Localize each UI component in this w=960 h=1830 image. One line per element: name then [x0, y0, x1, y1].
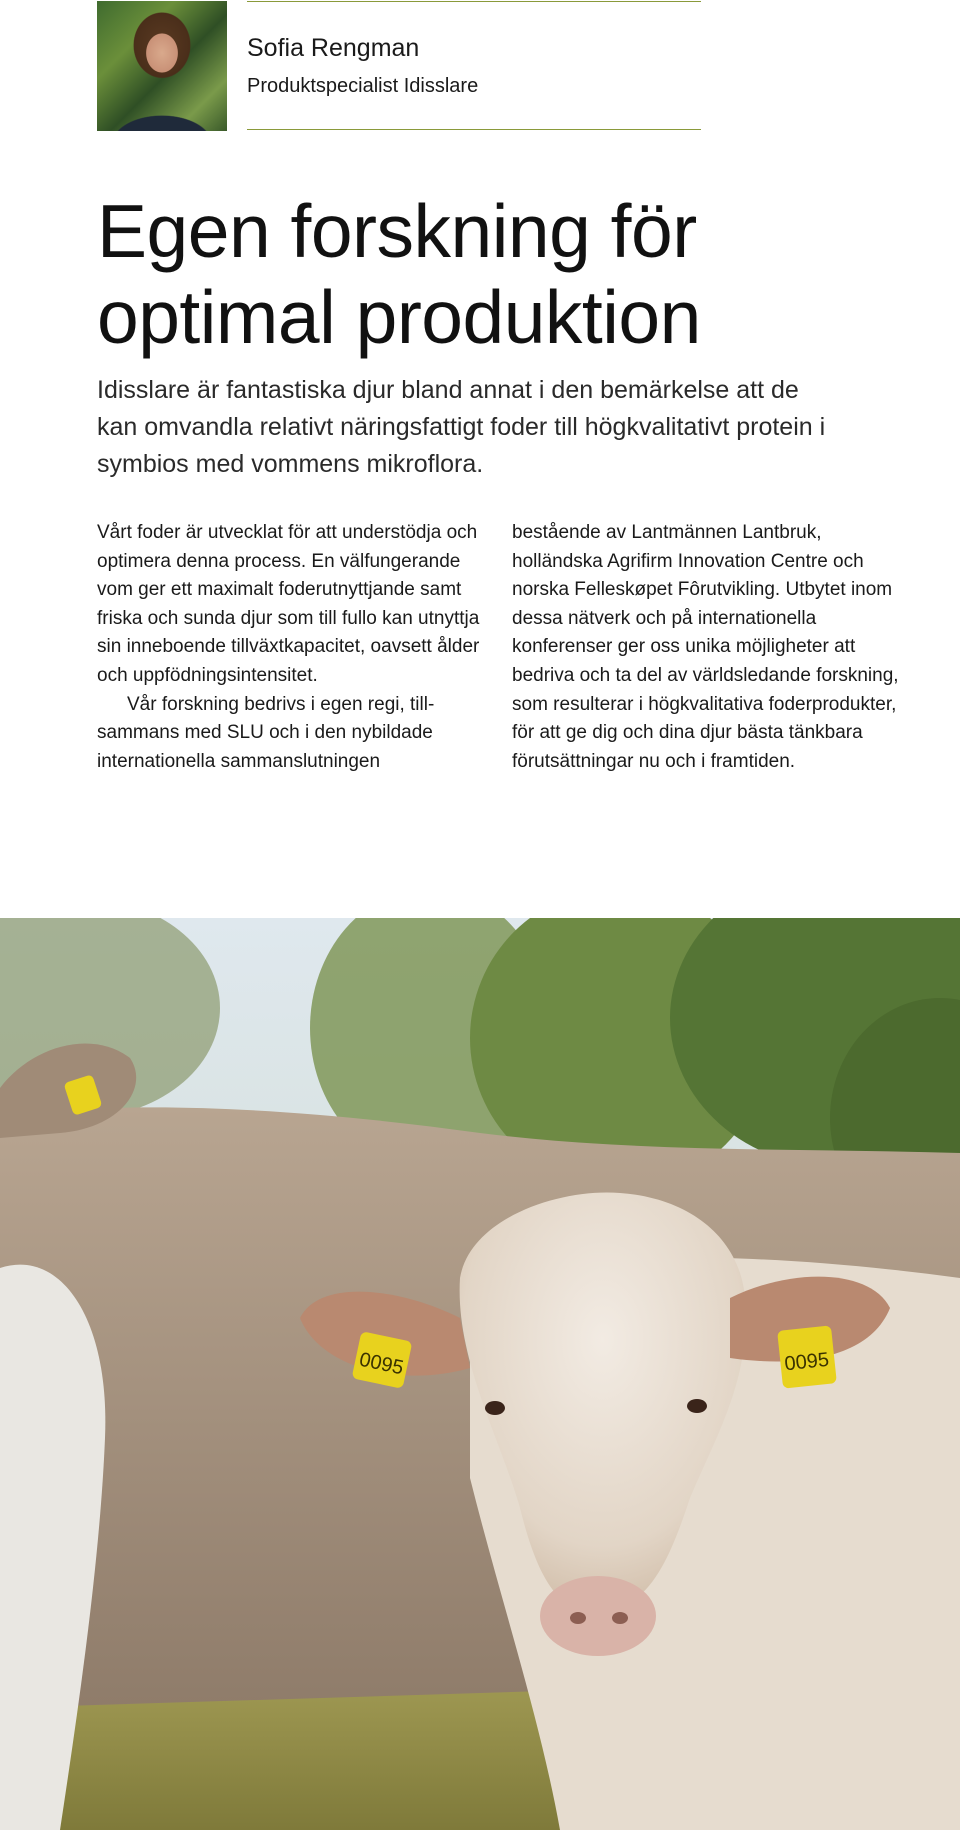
body-column-right	[512, 519, 912, 776]
article-lead: Idisslare är fantastiska djur bland annat i den bemärkelse att de kan omvandla relativt näringsfattigt foder till högkvalitativt protein i symbios med vommens mikroflora.	[97, 376, 826, 478]
author-role: Produktspecialist Idisslare	[247, 75, 479, 97]
article-title-line1: Egen forskning för	[97, 189, 697, 273]
author-name: Sofia Rengman	[247, 34, 420, 62]
author-portrait	[97, 1, 227, 131]
body-column-left	[97, 519, 497, 776]
body-paragraph-2-end: bestående av Lantmännen Lantbruk, holländska Agrifirm Innovation Centre och norska Felleskøpet Fôrutvikling. Utbytet inom dessa nätverk och på internationella konferenser ger oss unika möjligheter att bedriva och ta del av världsledande forskning, som resulterar i högkvalitativa foderprodukter, för att ge dig och dina djur bästa tänkbara förutsättningar nu och i framtiden.	[512, 522, 899, 772]
ear-tag-right: 0095	[783, 1348, 831, 1376]
article-title-line2: optimal produktion	[97, 275, 701, 359]
article-title	[97, 188, 857, 360]
cattle-photo	[0, 918, 960, 1830]
body-paragraph-1: Vårt foder är utvecklat för att understödja och optimera denna process. En välfungerande vom ger ett maximalt foderutnyttjande samt friska och sunda djur som till fullo kan utnyttja sin inneboende tillväxtkapacitet, oavsett ålder och uppfödningsintensitet.	[97, 522, 480, 686]
header-rule-bottom	[247, 129, 701, 130]
ear-tag-left: 0095	[357, 1348, 406, 1380]
body-paragraph-2-start: Vår forskning bedrivs i egen regi, tillsammans med SLU och i den nybildade internationella sammanslutningen	[97, 693, 435, 772]
header-rule-top	[247, 1, 701, 2]
